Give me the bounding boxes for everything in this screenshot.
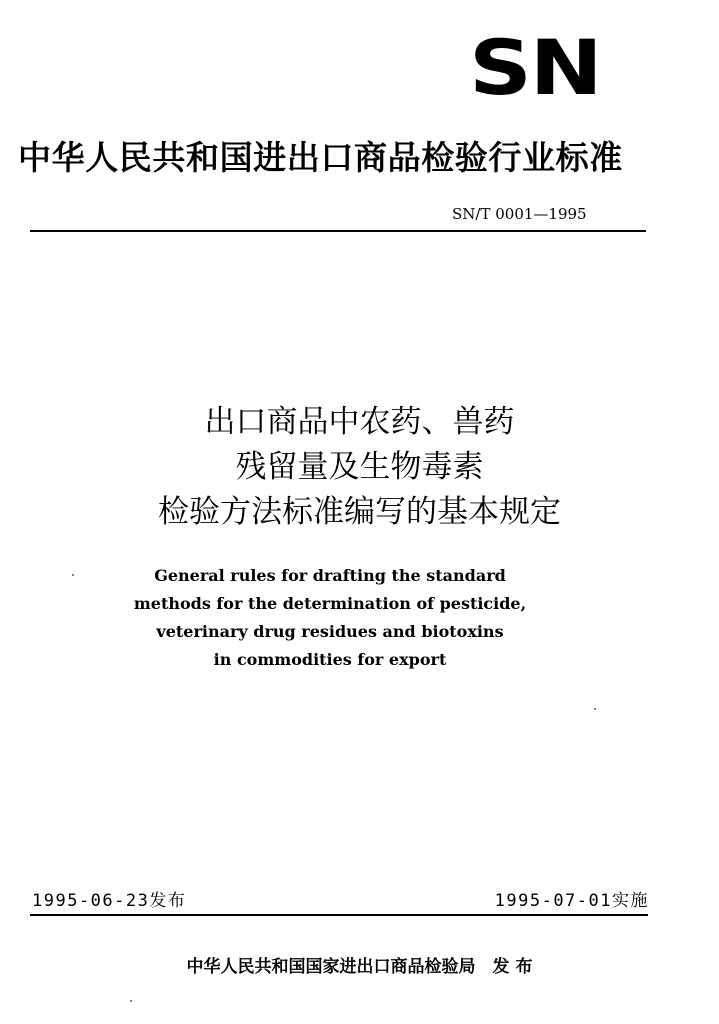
scan-speck	[594, 708, 596, 710]
english-title-line-3: veterinary drug residues and biotoxins	[156, 622, 504, 641]
chinese-title-line-1: 出口商品中农药、兽药	[204, 404, 515, 440]
implementation-date: 1995-07-01实施	[494, 891, 649, 911]
chinese-title-line-2: 残留量及生物毒素	[235, 449, 484, 485]
english-title-line-2: methods for the determination of pesticide,	[133, 594, 527, 613]
chinese-title-line-3: 检验方法标准编写的基本规定	[158, 494, 561, 530]
chinese-title	[0, 400, 719, 535]
english-title-line-1: General rules for drafting the standard	[154, 566, 506, 585]
top-divider	[30, 230, 646, 232]
issue-date: 1995-06-23发布	[32, 891, 187, 911]
english-title	[0, 562, 660, 674]
issuing-authority-title: 中华人民共和国进出口商品检验行业标准	[18, 138, 623, 177]
scan-speck	[130, 1000, 132, 1002]
english-title-line-4: in commodities for export	[213, 650, 447, 669]
scan-speck	[72, 574, 74, 576]
sn-logo: SN	[469, 23, 601, 112]
publisher-line: 中华人民共和国国家进出口商品检验局 发 布	[186, 957, 533, 977]
standard-number: SN/T 0001—1995	[452, 205, 587, 223]
bottom-divider	[30, 914, 648, 916]
